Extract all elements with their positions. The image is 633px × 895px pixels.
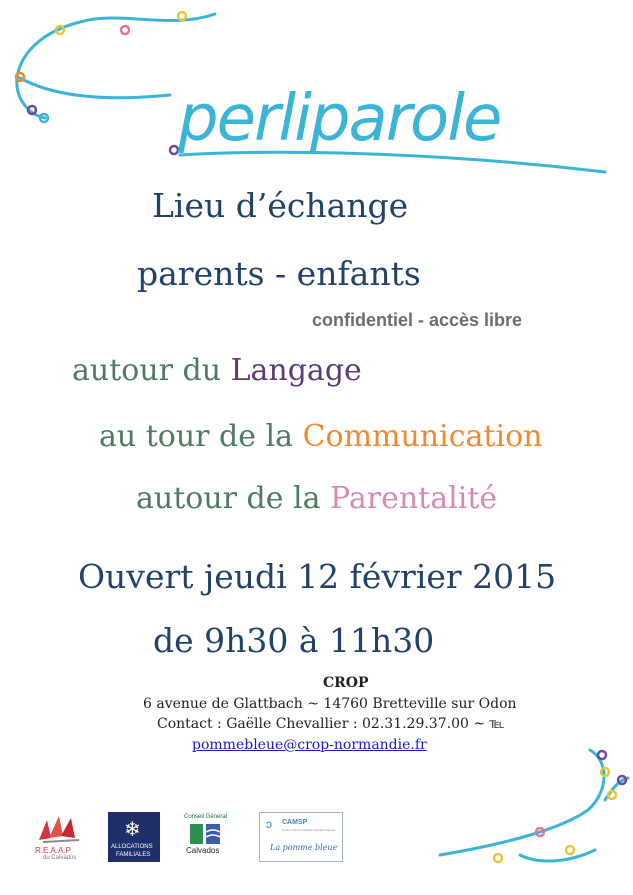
bead bbox=[28, 106, 36, 114]
camsp-name: La pomme bleue bbox=[270, 843, 338, 852]
tagline: confidentiel - accès libre bbox=[312, 310, 523, 330]
theme-prefix: autour du bbox=[72, 353, 231, 388]
decorative-beaded-string bbox=[420, 740, 633, 870]
snowflake-icon: ❄ bbox=[124, 817, 141, 841]
perliparole-logo-graphic bbox=[0, 0, 633, 190]
address: 6 avenue de Glattbach ~ 14760 Bretteville sur Odon bbox=[143, 696, 517, 712]
theme-word: Langage bbox=[230, 353, 362, 388]
reaap-sublabel: du Calvados bbox=[43, 855, 77, 861]
bead bbox=[598, 751, 606, 759]
bead bbox=[178, 12, 186, 20]
reaap-label: R.E.A.A.P bbox=[35, 846, 72, 855]
theme-word: Communication bbox=[302, 419, 543, 454]
theme-parentalite bbox=[136, 481, 497, 516]
bead bbox=[494, 854, 502, 862]
reaap-logo bbox=[33, 812, 85, 864]
title-line-2: parents - enfants bbox=[137, 254, 421, 293]
calvados-logo bbox=[182, 812, 228, 862]
contact-line: Contact : Gaëlle Chevallier : 02.31.29.37.00 ~ ℡ bbox=[157, 716, 505, 732]
theme-word: Parentalité bbox=[330, 481, 498, 516]
perliparole-logo-text: perliparole bbox=[178, 82, 501, 156]
calvados-emblem-icon bbox=[190, 824, 220, 844]
email-link[interactable]: pommebleue@crop-normandie.fr bbox=[192, 737, 427, 753]
calvados-toplabel: Conseil Général bbox=[184, 814, 228, 820]
bead bbox=[170, 146, 178, 154]
caf-sublabel: FAMILIALES bbox=[116, 852, 151, 858]
theme-langage bbox=[72, 353, 362, 388]
camsp-subtitle: Centre d'Action Médico-Sociale Précoce bbox=[282, 828, 336, 832]
title-line-1: Lieu d’échange bbox=[152, 186, 409, 225]
theme-prefix: au tour de la bbox=[99, 419, 303, 454]
opening-date: Ouvert jeudi 12 février 2015 bbox=[78, 557, 557, 596]
bead bbox=[566, 846, 574, 854]
opening-hours: de 9h30 à 11h30 bbox=[153, 621, 435, 660]
bead bbox=[121, 26, 129, 34]
camsp-logo bbox=[259, 812, 343, 862]
theme-prefix: autour de la bbox=[136, 481, 331, 516]
caf-logo bbox=[108, 812, 160, 862]
hands-icon bbox=[33, 812, 85, 846]
calvados-label: Calvados bbox=[186, 846, 220, 855]
camsp-title: CAMSP bbox=[282, 819, 308, 826]
organization-name: CROP bbox=[323, 675, 369, 691]
bead bbox=[608, 791, 616, 799]
theme-communication bbox=[99, 419, 542, 454]
caf-label: ALLOCATIONS bbox=[111, 844, 153, 850]
camsp-swirl-icon: ↄ bbox=[266, 817, 272, 831]
